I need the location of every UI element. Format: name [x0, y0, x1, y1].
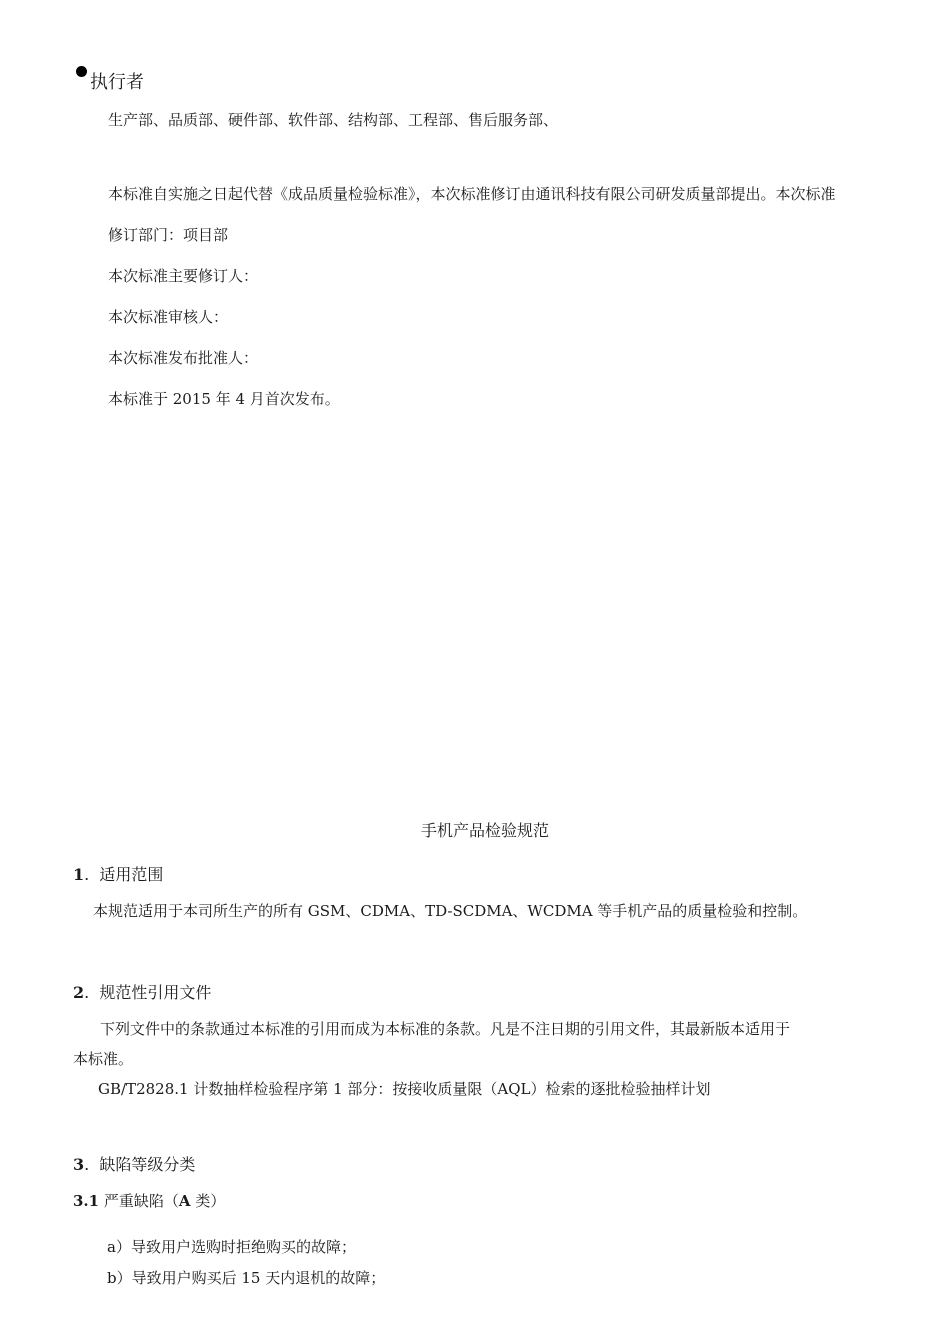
section-1-separator: .	[84, 865, 100, 884]
section-3-1-title-pre: 严重缺陷（	[103, 1192, 179, 1210]
section-3-heading	[73, 1152, 195, 1175]
executor-heading: 执行者	[90, 72, 144, 93]
section-2-body-line-2: 本标准。	[73, 1050, 134, 1068]
section-2-separator: .	[84, 983, 100, 1002]
section-2-number: 2	[73, 983, 85, 1002]
foreword-approver: 本次标准发布批准人：	[108, 349, 259, 367]
section-3-1-number: 3.1	[73, 1192, 100, 1210]
section-1-body: 本规范适用于本司所生产的所有 GSM、CDMA、TD-SCDMA、WCDMA 等手机产品的质量检验和控制。	[93, 902, 808, 920]
section-3-title: 缺陷等级分类	[99, 1155, 196, 1174]
foreword-main-reviser: 本次标准主要修订人：	[108, 267, 259, 285]
section-3-separator: .	[84, 1155, 100, 1174]
section-3-number: 3	[73, 1155, 85, 1174]
document-title: 手机产品检验规范	[420, 821, 549, 840]
section-2-body-line-1: 下列文件中的条款通过本标准的引用而成为本标准的条款。凡是不注日期的引用文件，其最新版本适用于	[100, 1020, 791, 1038]
section-1-number: 1	[73, 865, 85, 884]
section-1-heading	[73, 862, 163, 885]
section-3-1-heading	[73, 1190, 225, 1211]
executor-departments: 生产部、品质部、硬件部、软件部、结构部、工程部、售后服务部、	[108, 111, 559, 129]
foreword-line-1: 本标准自实施之日起代替《成品质量检验标准》，本次标准修订由通讯科技有限公司研发质量部提出。本次标准	[108, 185, 836, 203]
section-3-1-item-a: a）导致用户选购时拒绝购买的故障；	[107, 1238, 356, 1256]
section-2-title: 规范性引用文件	[99, 983, 212, 1002]
section-2-heading	[73, 980, 211, 1003]
bullet-icon	[76, 66, 87, 77]
section-3-1-item-b: b）导致用户购买后 15 天内退机的故障；	[107, 1269, 386, 1287]
foreword-first-release: 本标准于 2015 年 4 月首次发布。	[108, 390, 340, 408]
foreword-reviewer: 本次标准审核人：	[108, 308, 229, 326]
section-2-reference: GB/T2828.1 计数抽样检验程序第 1 部分：按接收质量限（AQL）检索的逐批检验抽样计划	[98, 1080, 711, 1098]
foreword-line-2: 修订部门：项目部	[108, 226, 229, 244]
section-3-1-title-post: 类）	[190, 1192, 226, 1210]
section-3-1-title-class: A	[178, 1192, 191, 1210]
section-1-title: 适用范围	[99, 865, 164, 884]
